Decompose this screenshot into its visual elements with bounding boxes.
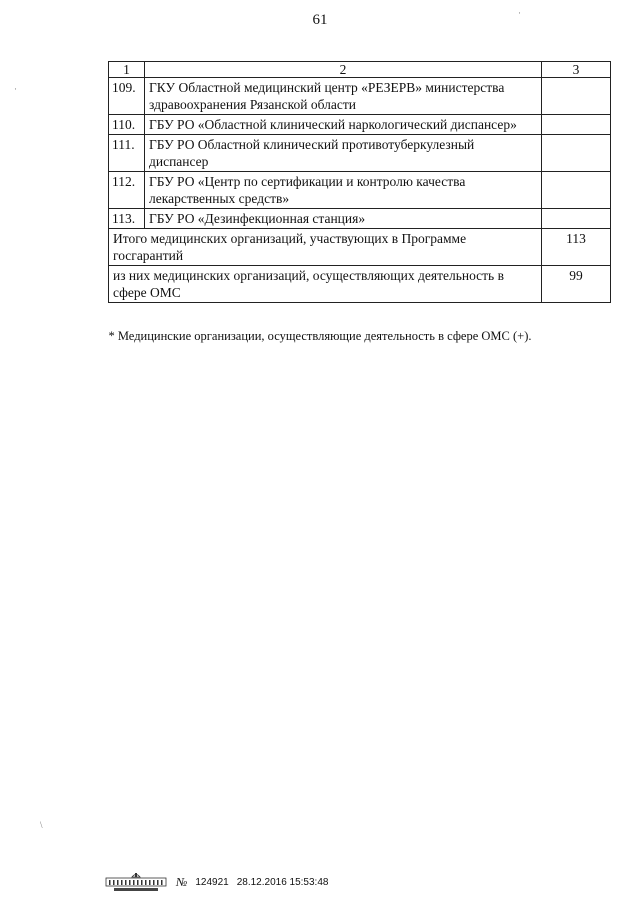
- scan-mark: \: [40, 820, 43, 830]
- total-label: Итого медицинских организаций, участвующих в Программе госгарантий: [109, 229, 542, 266]
- table-row: [109, 115, 611, 135]
- organization-name: ГБУ РО Областной клинический противотуберкулезный диспансер: [145, 135, 542, 172]
- table-header-row: [109, 62, 611, 78]
- column-header: 2: [145, 62, 542, 78]
- footnote: * Медицинские организации, осуществляющие деятельность в сфере ОМС (+).: [108, 329, 532, 343]
- registration-stamp: [104, 870, 328, 894]
- number-symbol: №: [176, 874, 188, 889]
- total-label: из них медицинских организаций, осуществляющих деятельность в сфере ОМС: [109, 266, 542, 303]
- table-row: [109, 135, 611, 172]
- row-number: 112.: [109, 172, 145, 209]
- table-row: [109, 78, 611, 115]
- organization-name: ГБУ РО «Дезинфекционная станция»: [145, 209, 542, 229]
- column-header: 3: [542, 62, 611, 78]
- organization-name: ГБУ РО «Центр по сертификации и контролю качества лекарственных средств»: [145, 172, 542, 209]
- stamp-datetime: 28.12.2016 15:53:48: [236, 876, 329, 888]
- scan-mark: ·: [518, 8, 521, 18]
- oms-mark: [542, 209, 611, 229]
- row-number: 109.: [109, 78, 145, 115]
- oms-mark: [542, 78, 611, 115]
- row-number: 110.: [109, 115, 145, 135]
- table-row: [109, 172, 611, 209]
- oms-mark: [542, 135, 611, 172]
- building-logo-icon: [104, 871, 168, 893]
- stamp-number: 124921: [195, 876, 229, 888]
- scan-mark: ·: [14, 84, 17, 94]
- total-value: 99: [542, 266, 611, 303]
- page-number: 61: [312, 12, 328, 28]
- total-row: [109, 266, 611, 303]
- row-number: 111.: [109, 135, 145, 172]
- table-row: [109, 209, 611, 229]
- organizations-table: [108, 61, 611, 303]
- organization-name: ГКУ Областной медицинский центр «РЕЗЕРВ» министерства здравоохранения Рязанской области: [145, 78, 542, 115]
- organization-name: ГБУ РО «Областной клинический наркологический диспансер»: [145, 115, 542, 135]
- row-number: 113.: [109, 209, 145, 229]
- total-row: [109, 229, 611, 266]
- column-header: 1: [109, 62, 145, 78]
- oms-mark: [542, 172, 611, 209]
- total-value: 113: [542, 229, 611, 266]
- oms-mark: [542, 115, 611, 135]
